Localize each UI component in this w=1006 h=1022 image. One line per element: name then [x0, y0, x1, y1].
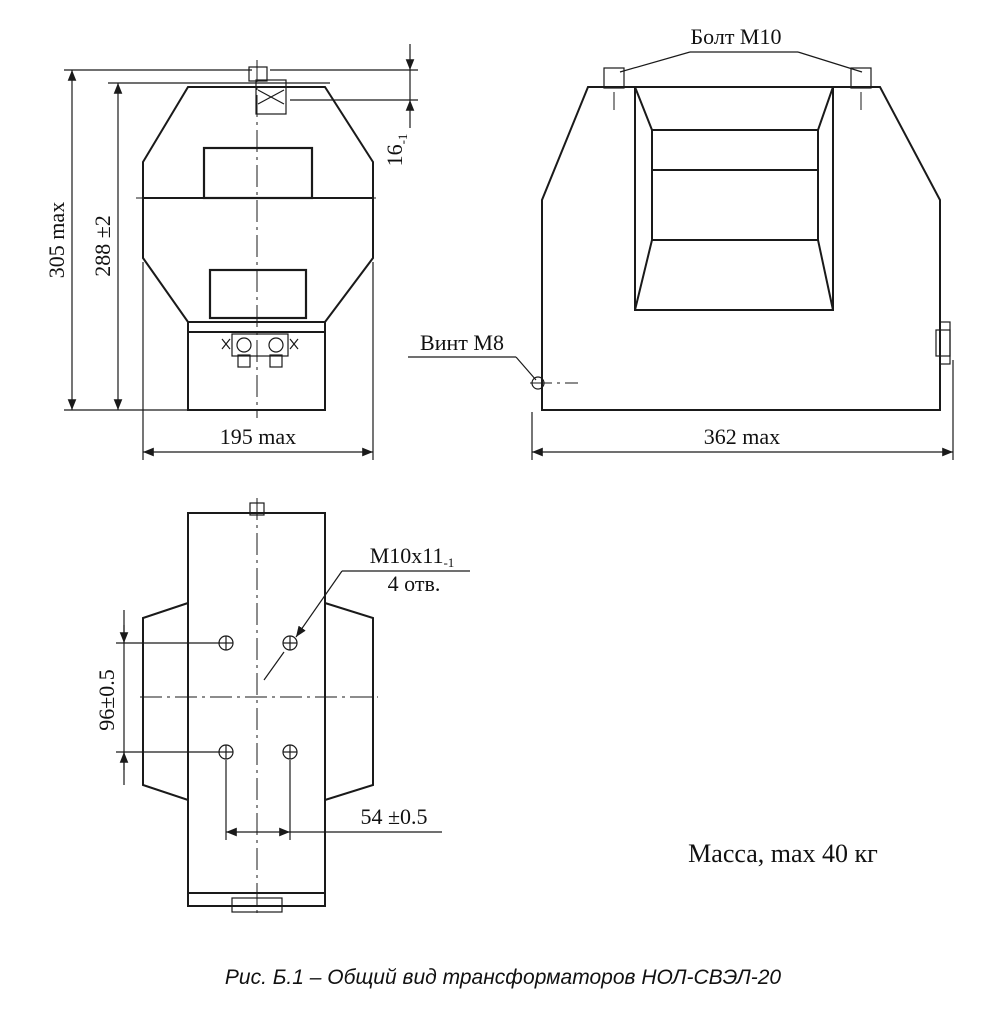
label-hole-count: 4 отв. [387, 571, 441, 596]
dim-top-offset-tolerance: -1 [395, 133, 410, 145]
label-hole-spec-tolerance: -1 [443, 555, 455, 570]
label-screw-m8: Винт М8 [420, 330, 504, 355]
bottom-view [140, 498, 378, 918]
dim-width-front: 195 max [219, 424, 297, 449]
dim-hole-spacing-vertical: 96±0.5 [94, 669, 119, 731]
svg-text:М10х11-1 [370, 543, 455, 570]
side-view [530, 68, 950, 410]
secondary-terminal-block [222, 334, 298, 367]
label-bolt-m10: Болт М10 [690, 24, 782, 49]
dim-hole-spacing-horizontal: 54 ±0.5 [360, 804, 428, 829]
figure-caption: Рис. Б.1 – Общий вид трансформаторов НОЛ-СВЭЛ-20 [224, 966, 782, 989]
front-window-bottom [210, 270, 306, 318]
front-view [136, 60, 380, 418]
screw-m8 [530, 377, 578, 389]
dim-height-nominal: 288 ±2 [90, 215, 115, 277]
bolt-right [851, 68, 871, 110]
side-view-annotations [408, 24, 953, 460]
bolt-left [604, 68, 624, 110]
dim-top-offset: 16 [382, 144, 407, 167]
svg-text:16-1 [382, 134, 410, 167]
dim-height-max: 305 max [44, 201, 69, 279]
front-view-dimensions [44, 44, 418, 460]
dim-width-side: 362 max [703, 424, 781, 449]
side-terminal [936, 322, 950, 364]
mass-note: Масса, max 40 кг [688, 839, 878, 868]
top-terminal [249, 67, 286, 114]
label-hole-spec: М10х11 [369, 543, 444, 568]
front-window-top [204, 148, 312, 198]
bottom-view-dimensions [94, 543, 470, 840]
